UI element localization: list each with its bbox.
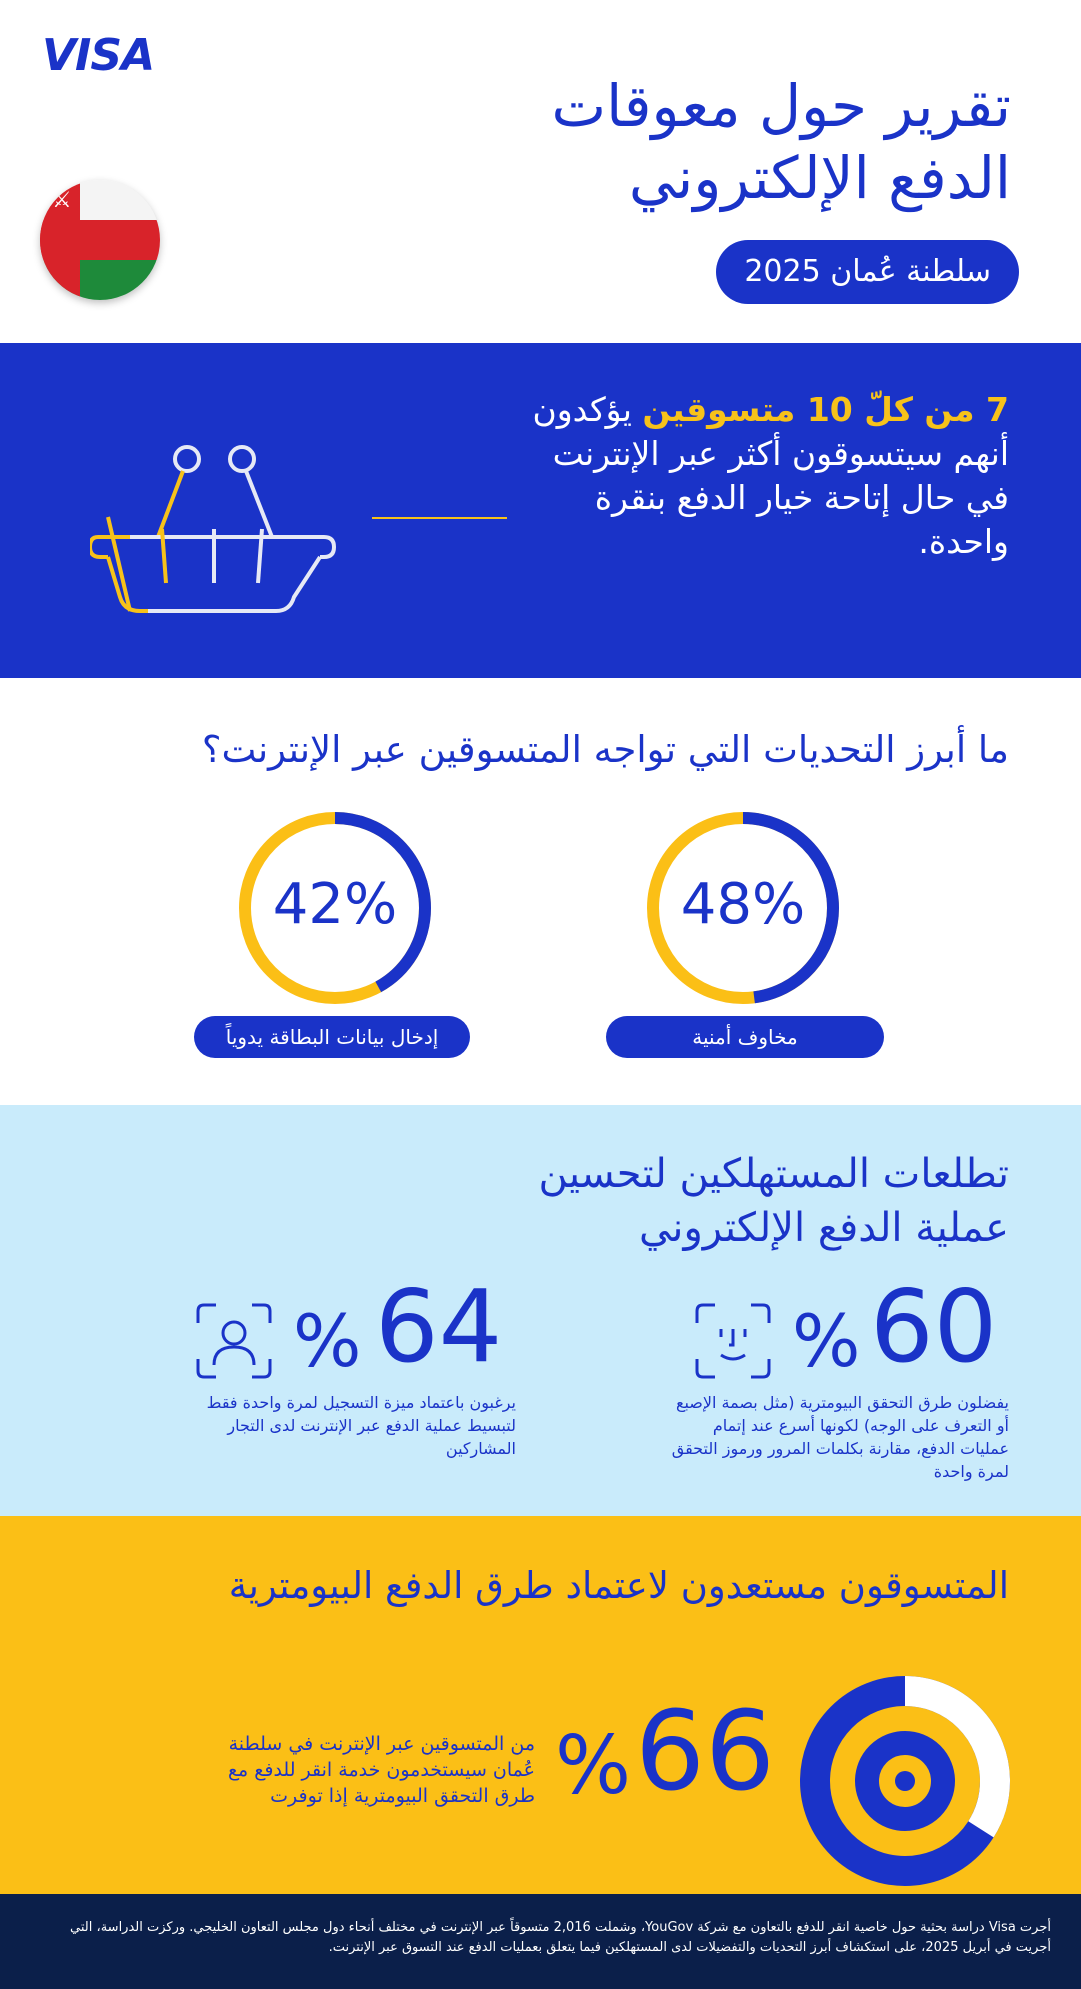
biometric-text: من المتسوقين عبر الإنترنت في سلطنة عُمان سيستخدمون خدمة انقر للدفع مع طرق التحقق البيومترية إذا توفرت [227, 1733, 535, 1807]
header [0, 0, 1081, 343]
stat-highlight: 7 من كلّ 10 متسوقين [642, 390, 1009, 429]
security-donut [643, 808, 843, 1008]
single-signup-number: 64 [375, 1268, 503, 1385]
country-year-badge: سلطنة عُمان 2025 [716, 240, 1019, 304]
challenges-section [0, 678, 1081, 1105]
challenges-title: ما أبرز التحديات التي تواجه المتسوقين عبر الإنترنت؟ [201, 728, 1009, 771]
biometric-preference-text: يفضلون طرق التحقق البيومترية (مثل بصمة الإصبع أو التعرف على الوجه) لكونها أسرع عند إتمام عمليات الدفع، مقارنة بكلمات المرور ورموز التحقق لمرة واحدة [671, 1393, 1009, 1481]
one-click-stat-band [0, 343, 1081, 678]
face-scan-icon [695, 1303, 771, 1379]
user-scan-icon [196, 1303, 272, 1379]
divider-line [372, 517, 507, 519]
biometric-percent-sign: % [555, 1719, 632, 1812]
aspirations-title-line-1: تطلعات المستهلكين لتحسين [538, 1151, 1009, 1197]
security-percent: 48% [680, 872, 806, 937]
biometric-title: المتسوقون مستعدون لاعتماد طرق الدفع البيومترية [228, 1564, 1009, 1607]
security-label: مخاوف أمنية [606, 1016, 884, 1058]
page-title [552, 70, 1011, 214]
readiness-pie-icon [800, 1676, 1010, 1886]
aspirations-title-line-2: عملية الدفع الإلكتروني [638, 1205, 1009, 1251]
percent-sign: % [792, 1299, 861, 1383]
shopping-basket-icon [90, 393, 350, 633]
title-line-2: الدفع الإلكتروني [628, 144, 1011, 212]
percent-sign-2: % [293, 1299, 362, 1383]
footer-note: أجرت Visa دراسة بحثية حول خاصية انقر للدفع بالتعاون مع شركة YouGov، وشملت 2,016 متسوقاً عبر الإنترنت في مختلف أنحاء دول مجلس التعاون الخليجي. وركزت الدراسة، التي أجريت في أبريل 2025، على استكشاف أبرز التحديات والتفضيلات لدى المستهلكين فيما يتعلق بعمليات الدفع عند التسوق عبر الإنترنت. [70, 1920, 1051, 1955]
title-line-1: تقرير حول معوقات [551, 72, 1011, 140]
footer [0, 1894, 1081, 1989]
manual-entry-label: إدخال بيانات البطاقة يدوياً [194, 1016, 470, 1058]
visa-logo: VISA [42, 30, 155, 81]
biometric-number: 66 [635, 1687, 775, 1815]
manual-entry-donut [235, 808, 435, 1008]
biometric-readiness-section [0, 1516, 1081, 1894]
single-signup-text: يرغبون باعتماد ميزة التسجيل لمرة واحدة فقط لتبسيط عملية الدفع عبر الإنترنت لدى التجار المشاركين [206, 1393, 516, 1458]
oman-flag-icon: ⚔ [40, 180, 160, 300]
aspirations-title [538, 1147, 1009, 1255]
biometric-preference-number: 60 [870, 1268, 998, 1385]
manual-entry-percent: 42% [272, 872, 398, 937]
stat-body: يؤكدون أنهم سيتسوقون أكثر عبر الإنترنت في حال إتاحة خيار الدفع بنقرة واحدة. [532, 390, 1009, 561]
aspirations-section [0, 1105, 1081, 1516]
one-click-stat-text [509, 388, 1009, 564]
